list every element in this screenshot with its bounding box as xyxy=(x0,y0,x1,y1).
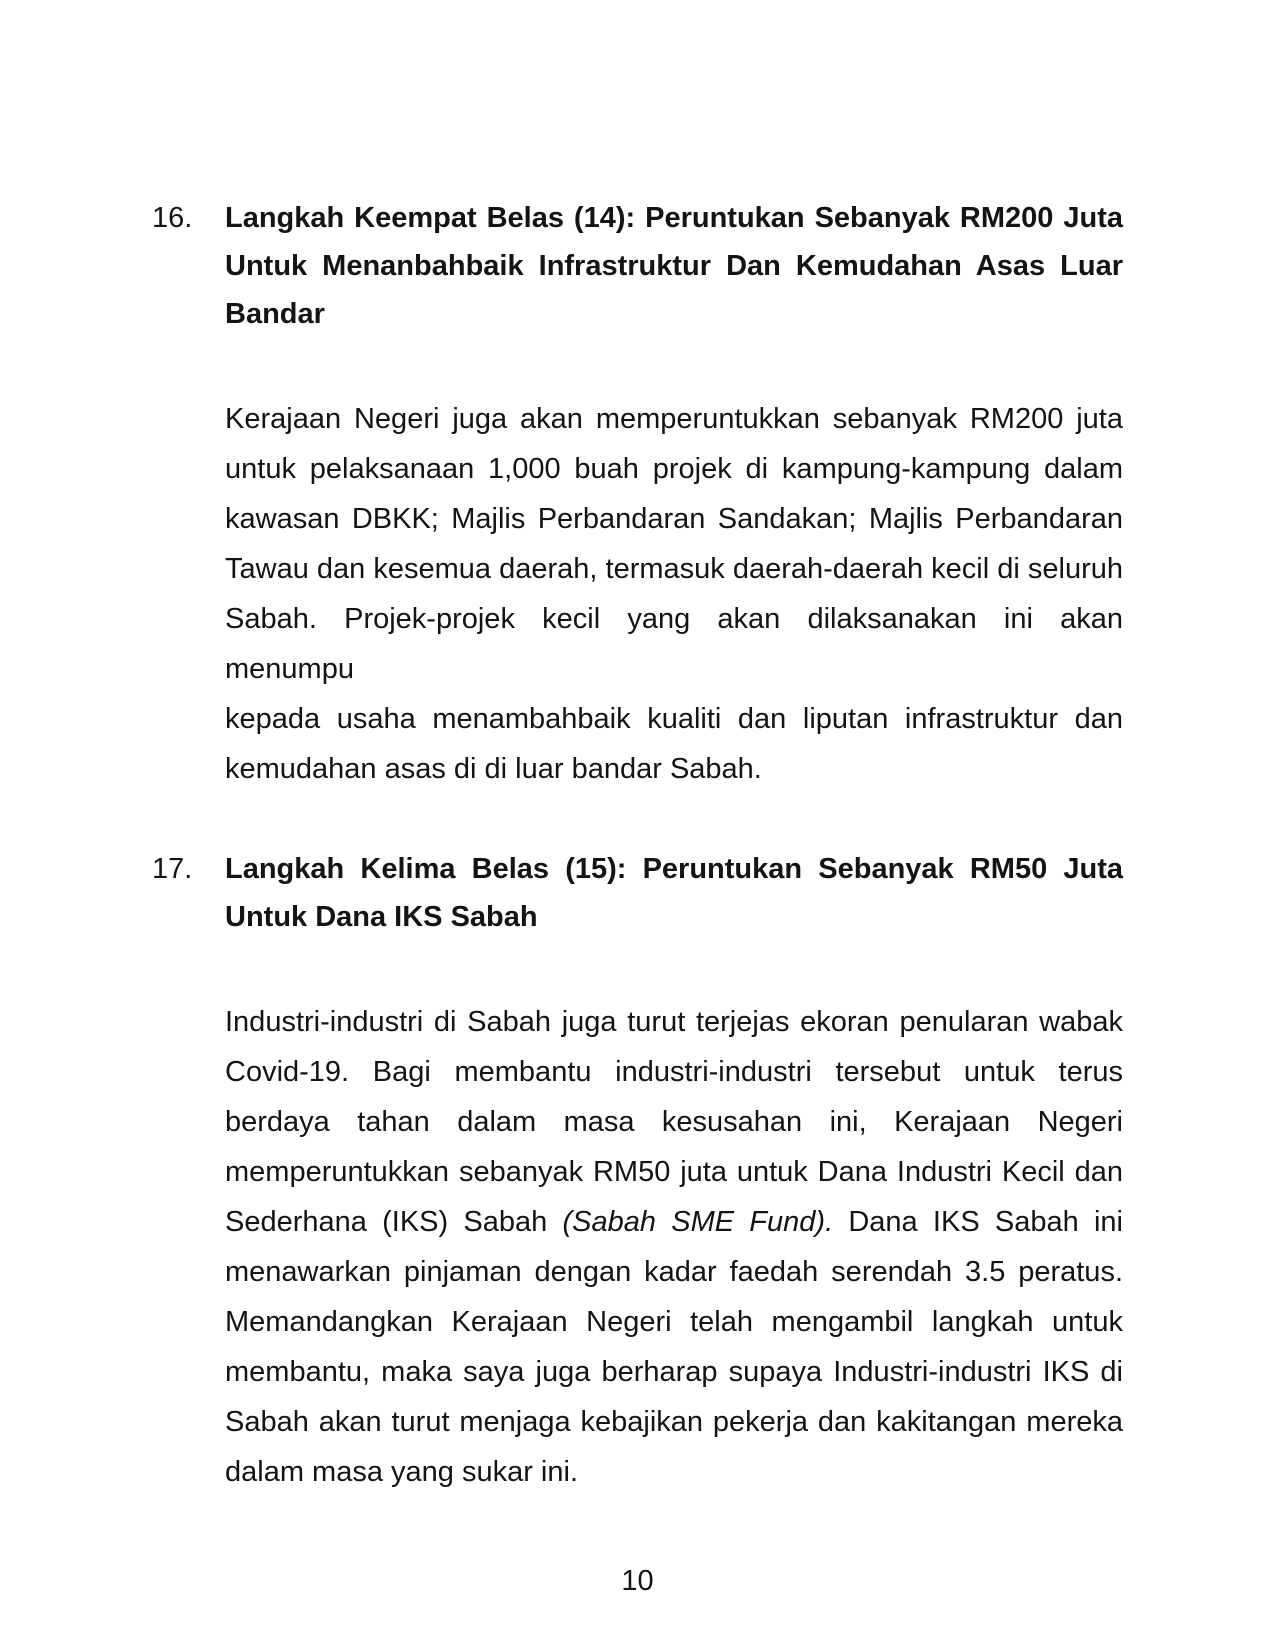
heading-line: Bandar xyxy=(225,298,325,330)
section-16 xyxy=(152,194,1123,794)
paragraph-line: Sabah. Projek-projek kecil yang akan dilaksanakan ini akan menumpu xyxy=(225,603,1123,685)
paragraph-line: menawarkan pinjaman dengan kadar faedah serendah 3.5 peratus. xyxy=(225,1256,1123,1288)
section-17-heading xyxy=(225,845,1123,941)
heading-line: Untuk Dana IKS Sabah xyxy=(225,901,538,933)
section-number: 17. xyxy=(152,853,193,885)
paragraph-line: Covid-19. Bagi membantu industri-industri tersebut untuk terus xyxy=(225,1056,1123,1088)
section-16-paragraph xyxy=(225,394,1123,794)
section-17-paragraph xyxy=(225,997,1123,1497)
section-number: 16. xyxy=(152,202,193,234)
paragraph-line: untuk pelaksanaan 1,000 buah projek di kampung-kampung dalam xyxy=(225,453,1123,485)
paragraph-line: kemudahan asas di di luar bandar Sabah. xyxy=(225,753,762,785)
heading-line: Langkah Keempat Belas (14): Peruntukan Sebanyak RM200 Juta xyxy=(225,202,1123,234)
mixed-line-regular-text: Dana IKS Sabah ini xyxy=(848,1206,1123,1238)
paragraph-line: Industri-industri di Sabah juga turut terjejas ekoran penularan wabak xyxy=(225,1006,1123,1038)
paragraph-line: Kerajaan Negeri juga akan memperuntukkan sebanyak RM200 juta xyxy=(225,403,1123,435)
paragraph-line: dalam masa yang sukar ini. xyxy=(225,1456,578,1488)
section-16-heading xyxy=(225,194,1123,338)
heading-line: Untuk Menanbahbaik Infrastruktur Dan Kemudahan Asas Luar xyxy=(225,250,1123,282)
paragraph-line: memperuntukkan sebanyak RM50 juta untuk Dana Industri Kecil dan xyxy=(225,1156,1123,1188)
paragraph-line: Tawau dan kesemua daerah, termasuk daerah-daerah kecil di seluruh xyxy=(225,553,1123,585)
section-16-body xyxy=(225,194,1123,794)
section-17 xyxy=(152,845,1123,1497)
paragraph-line: membantu, maka saya juga berharap supaya Industri-industri IKS di xyxy=(225,1356,1123,1388)
paragraph-line: Memandangkan Kerajaan Negeri telah mengambil langkah untuk xyxy=(225,1306,1123,1338)
heading-line: Langkah Kelima Belas (15): Peruntukan Sebanyak RM50 Juta xyxy=(225,853,1123,885)
section-17-body xyxy=(225,845,1123,1497)
page-number: 10 xyxy=(621,1565,654,1597)
paragraph-line-mixed xyxy=(225,1197,1123,1247)
paragraph-line: kawasan DBKK; Majlis Perbandaran Sandakan; Majlis Perbandaran xyxy=(225,503,1123,535)
mixed-line-regular-text: Sederhana (IKS) Sabah xyxy=(225,1206,548,1238)
paragraph-line: berdaya tahan dalam masa kesusahan ini, Kerajaan Negeri xyxy=(225,1106,1123,1138)
paragraph-line: kepada usaha menambahbaik kualiti dan liputan infrastruktur dan xyxy=(225,703,1123,735)
mixed-line-italic-text: (Sabah SME Fund). xyxy=(562,1206,834,1238)
paragraph-line: Sabah akan turut menjaga kebajikan pekerja dan kakitangan mereka xyxy=(225,1406,1123,1438)
